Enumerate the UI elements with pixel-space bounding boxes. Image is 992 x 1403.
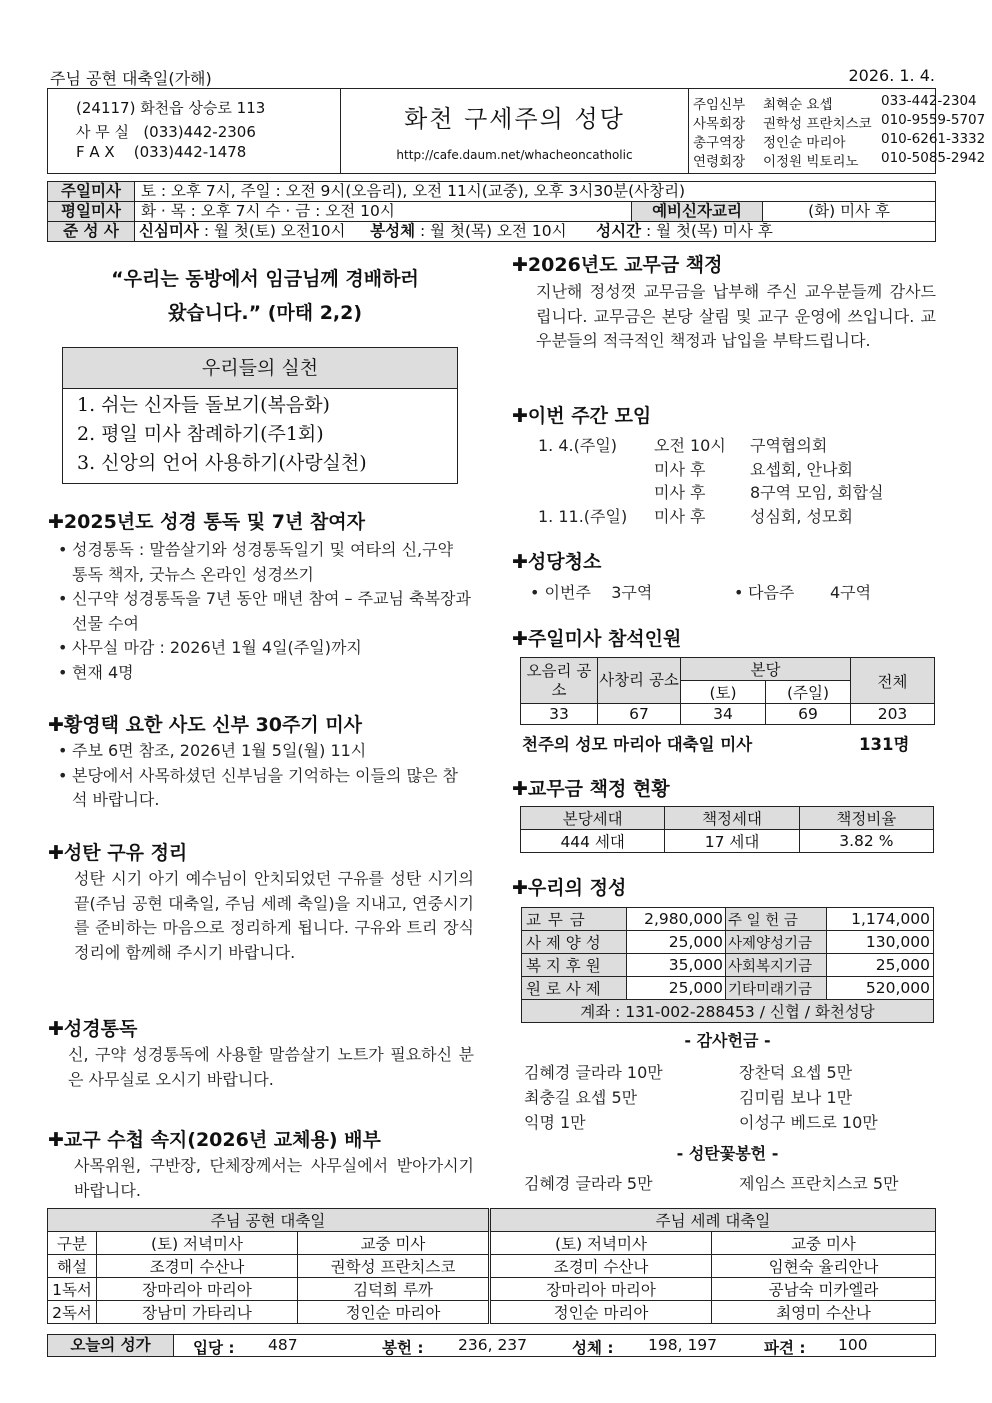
contact-row: 사목회장 권학성 프란치스코 010-9559-5707	[693, 112, 986, 132]
meeting-row: 미사 후 8구역 모임, 회합실	[654, 483, 884, 502]
list-item: 장찬덕 요셉 5만	[739, 1063, 853, 1082]
header-total: 전체	[851, 658, 935, 704]
address-block	[48, 89, 341, 173]
header-box	[47, 88, 986, 174]
fax-line: F A X (033)442-1478	[76, 143, 247, 161]
catechism-label: 예비신자교리	[632, 202, 763, 222]
contrib-status-table	[520, 806, 934, 853]
contact-row: 주임신부 최혁순 요셉 033-442-2304	[693, 93, 977, 113]
practice-item: 3. 신앙의 언어 사용하기(사랑실천)	[77, 452, 367, 474]
bible2025-list	[58, 538, 473, 685]
list-item: • 현재 4명	[58, 661, 473, 686]
practice-item: 1. 쉬는 신자들 돌보기(복음화)	[77, 394, 330, 416]
list-item: 김미림 보나 1만	[739, 1088, 853, 1107]
practice-title: 우리들의 실천	[63, 348, 457, 389]
sunday-mass-label: 주일미사	[48, 182, 135, 202]
bank-account: 계좌 : 131-002-288453 / 신협 / 화천성당	[522, 1000, 934, 1023]
manger-text: 성탄 시기 아기 예수님이 안치되었던 구유를 성탄 시기의 끝(주님 공현 대축일, 주님 세례 축일)을 지내고, 연중시기를 준비하는 마음으로 정리하게 됩니다. 구유와 트리 장식 정리에 함께해 주시기 바랍니다.	[74, 869, 474, 962]
thanks-list	[524, 1060, 936, 1135]
bibleread-text: 신, 구약 성경통독에 사용할 말씀살기 노트가 필요하신 분은 사무실로 오시기 바랍니다.	[68, 1045, 474, 1089]
contrib-title: ✚2026년도 교무금 책정	[512, 254, 723, 276]
special-mass-note: 천주의 성모 마리아 대축일 미사 131명	[522, 735, 910, 754]
weekday-mass-label: 평일미사	[48, 202, 135, 222]
value-sun: 69	[766, 704, 851, 725]
memorial-list	[58, 739, 473, 813]
list-item: 김혜경 글라라 5만	[524, 1174, 653, 1193]
table-row: 해설 조경미 수산나 권학성 프란치스코 조경미 수산나 임현숙 율리안나	[48, 1255, 936, 1278]
meetings-list	[538, 434, 938, 528]
header-oeum: 오음리 공소	[521, 658, 598, 704]
sunday-mass-text: 토 : 오후 7시, 주일 : 오전 9시(오음리), 오전 11시(교중), 오후 3시30분(사창리)	[135, 182, 936, 202]
header-ratio: 책정비율	[799, 807, 933, 830]
practice-item: 2. 평일 미사 참례하기(주1회)	[77, 423, 324, 445]
right-feast-title: 주님 세례 대축일	[490, 1209, 936, 1232]
left-feast-title: 주님 공현 대축일	[48, 1209, 490, 1232]
offering-table	[521, 907, 934, 1023]
address: (24117) 화천읍 상승로 113	[76, 99, 266, 117]
header-sun: (주일)	[766, 681, 851, 704]
contact-row: 연령회장 이정원 빅토리노 010-5085-2942	[693, 150, 986, 170]
top-line	[50, 66, 935, 88]
meeting-row: 1. 4.(주일) 오전 10시 구역협의회	[538, 436, 828, 455]
value-households: 444 세대	[521, 830, 665, 853]
feast-title: 주님 공현 대축일(가해)	[50, 69, 212, 88]
contrib-status-title: ✚교무금 책정 현황	[512, 778, 670, 800]
catechism-text: (화) 미사 후	[763, 202, 936, 222]
contacts-block	[689, 89, 986, 173]
value-oeum: 33	[521, 704, 598, 725]
table-row: 복 지 후 원 35,000 사회복지기금 25,000	[522, 954, 934, 977]
list-item: 제임스 프란치스코 5만	[739, 1174, 899, 1193]
value-sachang: 67	[598, 704, 681, 725]
attendance-title: ✚주일미사 참석인원	[512, 628, 682, 650]
cleaning-title: ✚성당청소	[512, 551, 602, 573]
list-item: • 주보 6면 참조, 2026년 1월 5일(월) 11시	[58, 739, 473, 764]
weekday-mass-text: 화 · 목 : 오후 7시 수 · 금 : 오전 10시	[135, 202, 632, 222]
sacrament-text: 신심미사 : 월 첫(토) 오전10시 봉성체 : 월 첫(목) 오전 10시 성시간 : 월 첫(목) 미사 후	[135, 222, 936, 242]
header-div: 구분	[48, 1232, 97, 1255]
sacrament-label: 준 성 사	[48, 222, 135, 242]
flowers-title: - 성탄꽃봉헌 -	[676, 1144, 779, 1163]
cleaning-info: • 이번주 3구역 • 다음주 4구역	[530, 583, 872, 602]
table-row: 사 제 양 성 25,000 사제양성기금 130,000	[522, 931, 934, 954]
table-row: 교 무 금 2,980,000 주 일 헌 금 1,174,000	[522, 908, 934, 931]
issue-date: 2026. 1. 4.	[848, 66, 935, 85]
header-main: 교중 미사	[712, 1232, 936, 1255]
value-assessed: 17 세대	[665, 830, 799, 853]
list-item: • 본당에서 사목하셨던 신부님을 기억하는 이들의 많은 참석 바랍니다.	[58, 764, 473, 813]
bibleread-title: ✚성경통독	[48, 1018, 138, 1040]
value-sat: 34	[681, 704, 766, 725]
header-main: 교중 미사	[298, 1232, 490, 1255]
offering-title: ✚우리의 정성	[512, 877, 627, 899]
church-name: 화천 구세주의 성당	[404, 105, 625, 133]
header-sachang: 사창리 공소	[598, 658, 681, 704]
mass-schedule-table	[47, 181, 936, 242]
office-line: 사 무 실 (033)442-2306	[76, 123, 256, 141]
contrib-text: 지난해 정성껏 교무금을 납부해 주신 교우분들께 감사드립니다. 교무금은 본당 살림 및 교구 운영에 쓰입니다. 교우분들의 적극적인 책정과 납입을 부탁드립니다.	[536, 282, 936, 350]
handbook-text: 사목위원, 구반장, 단체장께서는 사무실에서 받아가시기 바랍니다.	[74, 1156, 474, 1200]
sendoff-hymn: 100	[838, 1336, 868, 1354]
attendance-table	[520, 657, 935, 725]
table-row: 원 로 사 제 25,000 기타미래기금 520,000	[522, 977, 934, 1000]
meeting-row: 미사 후 요셉회, 안나회	[654, 459, 853, 479]
header-main: 본당	[681, 658, 851, 681]
practice-box	[62, 347, 458, 484]
memorial-title: ✚황영택 요한 사도 신부 30주기 미사	[48, 714, 363, 736]
hymns-label: 오늘의 성가	[48, 1335, 174, 1356]
header-assessed: 책정세대	[665, 807, 799, 830]
title-block	[341, 89, 689, 173]
communion-hymn: 198, 197	[648, 1336, 718, 1354]
list-item: • 사무실 마감 : 2026년 1월 4일(주일)까지	[58, 636, 473, 661]
list-item: • 신구약 성경통독을 7년 동안 매년 참여 – 주교님 축복장과 선물 수여	[58, 587, 473, 636]
value-total: 203	[851, 704, 935, 725]
list-item: 김혜경 글라라 10만	[524, 1063, 663, 1082]
flowers-list	[524, 1172, 936, 1197]
offertory-hymn: 236, 237	[458, 1336, 528, 1354]
header-sat: (토) 저녁미사	[490, 1232, 712, 1255]
contact-row: 총구역장 정인순 마리아 010-6261-3332	[693, 131, 986, 151]
liturgy-roles-table	[47, 1208, 936, 1324]
header-sat: (토) 저녁미사	[97, 1232, 298, 1255]
list-item: 최충길 요셉 5만	[524, 1088, 638, 1107]
handbook-title: ✚교구 수첩 속지(2026년 교체용) 배부	[48, 1129, 381, 1151]
header-sat: (토)	[681, 681, 766, 704]
thanks-title: - 감사헌금 -	[684, 1031, 771, 1050]
table-row: 1독서 장마리아 마리아 김덕희 루까 장마리아 마리아 공남숙 미카엘라	[48, 1278, 936, 1301]
bible2025-title: ✚2025년도 성경 통독 및 7년 참여자	[48, 511, 365, 533]
list-item: 익명 1만	[524, 1113, 586, 1132]
table-row: 2독서 장남미 가타리나 정인순 마리아 정인순 마리아 최영미 수산나	[48, 1301, 936, 1324]
list-item: • 성경통독 : 말씀살기와 성경통독일기 및 여타의 신,구약 통독 책자, 굿뉴스 온라인 성경쓰기	[58, 538, 473, 587]
entry-hymn: 487	[268, 1336, 298, 1354]
list-item: 이성구 베드로 10만	[739, 1113, 878, 1132]
value-ratio: 3.82 %	[799, 830, 933, 853]
manger-title: ✚성탄 구유 정리	[48, 842, 188, 864]
meetings-title: ✚이번 주간 모임	[512, 405, 652, 427]
meeting-row: 1. 11.(주일) 미사 후 성심회, 성모회	[538, 506, 853, 526]
header-households: 본당세대	[521, 807, 665, 830]
church-url[interactable]: http://cafe.daum.net/whacheoncatholic	[396, 148, 633, 162]
scripture-quote: “우리는 동방에서 임금님께 경배하러 왔습니다.” (마태 2,2)	[111, 268, 419, 324]
hymns-bar: 오늘의 성가 입당 : 487 봉헌 : 236, 237 성체 : 198, 197 파견 : 100	[47, 1334, 936, 1357]
